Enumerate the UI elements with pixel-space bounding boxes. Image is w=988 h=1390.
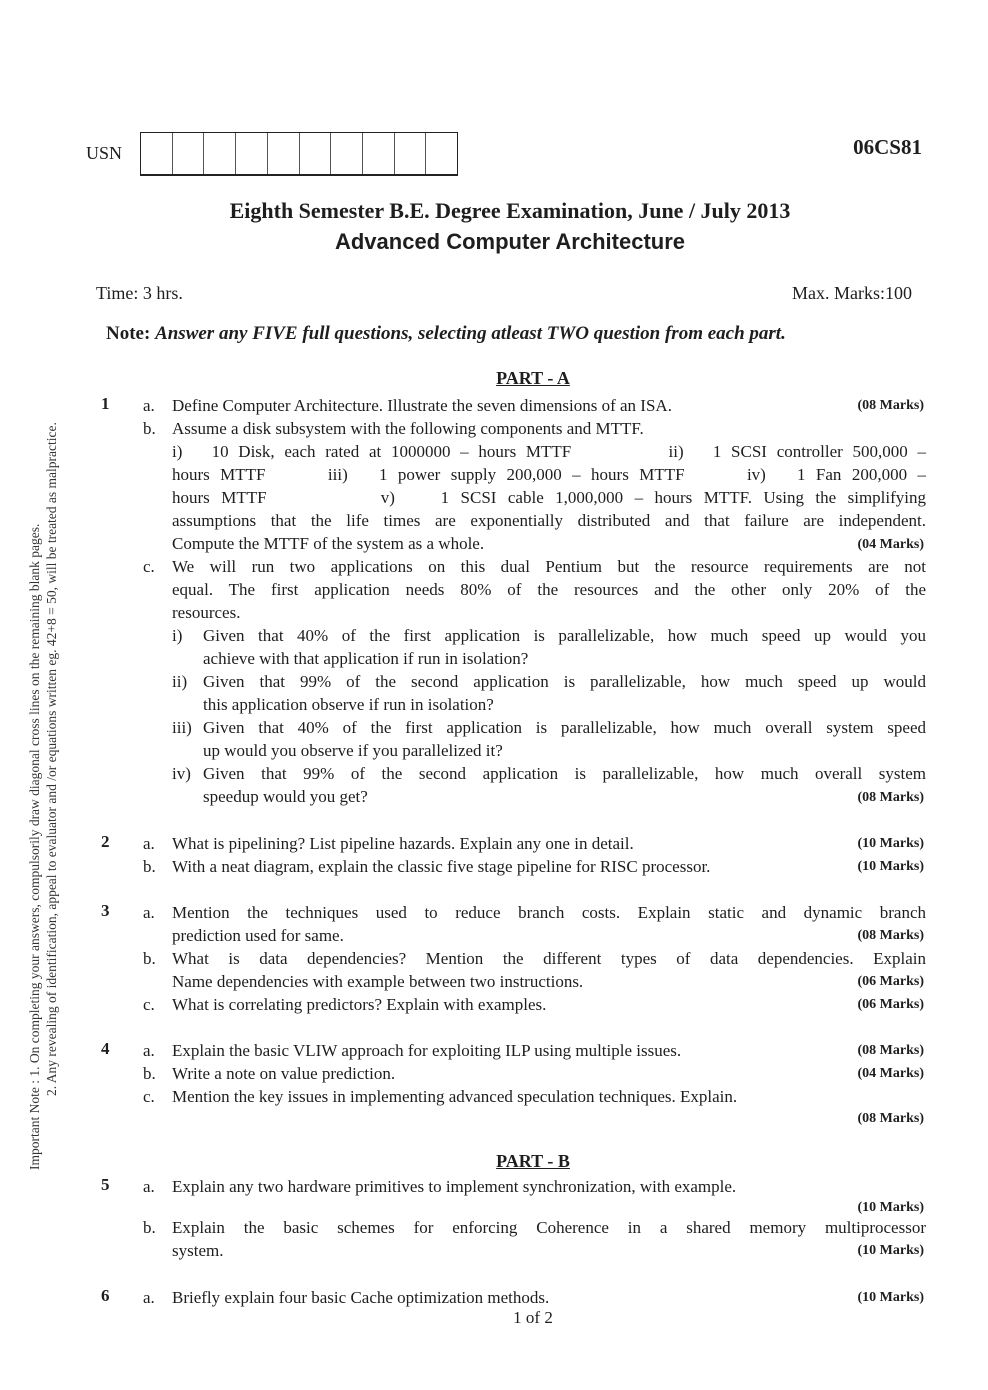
usn-box[interactable]: [140, 132, 458, 176]
usn-cell[interactable]: [204, 133, 236, 174]
subq-label: a.: [143, 1288, 155, 1307]
usn-cell[interactable]: [426, 133, 457, 174]
marks: (10 Marks): [857, 1200, 924, 1215]
usn-cell[interactable]: [141, 133, 173, 174]
exam-title: Eighth Semester B.E. Degree Examination, June / July 2013: [229, 198, 791, 223]
subq-label: c.: [143, 557, 155, 576]
page-number: 1 of 2: [513, 1308, 553, 1327]
question-number: 6: [101, 1286, 110, 1305]
question-text: We will run two applications on this dual Pentium but the resource requirements are not equal. The first application needs 80% of the resources and the other only 20% of the resources.: [172, 557, 926, 622]
marks: (08 Marks): [857, 928, 924, 943]
subq-label: b.: [143, 857, 156, 876]
question-text: Mention the techniques used to reduce branch costs. Explain static and dynamic branch prediction used for same.: [172, 903, 926, 945]
question-text: Explain the basic VLIW approach for exploiting ILP using multiple issues.: [172, 1041, 682, 1060]
marks: (10 Marks): [857, 859, 924, 874]
exam-duration: Time: 3 hrs.: [96, 283, 183, 303]
note-label: Note:: [106, 323, 151, 344]
marks: (08 Marks): [857, 1111, 924, 1126]
question-text: Explain the basic schemes for enforcing Coherence in a shared memory multiprocessor system.: [172, 1218, 926, 1260]
marks: (08 Marks): [857, 398, 924, 413]
subq-label: a.: [143, 1177, 155, 1196]
marks: (04 Marks): [857, 1066, 924, 1081]
question-text: What is pipelining? List pipeline hazards. Explain any one in detail.: [172, 834, 634, 853]
subq-label: b.: [143, 949, 156, 968]
question-text: What is correlating predictors? Explain with examples.: [172, 995, 547, 1014]
side-note-line-2: 2. Any revealing of identification, appeal to evaluator and /or equations written eg. 42+8 = 50, will be treated as malpractice.: [44, 422, 59, 1096]
subq-label: b.: [143, 419, 156, 438]
marks: (04 Marks): [857, 537, 924, 552]
marks: (10 Marks): [857, 836, 924, 851]
subq-label: a.: [143, 834, 155, 853]
question-text: Define Computer Architecture. Illustrate the seven dimensions of an ISA.: [172, 396, 672, 415]
question-number: 5: [101, 1175, 110, 1194]
usn-cell[interactable]: [300, 133, 332, 174]
subq-label: a.: [143, 1041, 155, 1060]
subject-title: Advanced Computer Architecture: [334, 229, 686, 254]
marks: (10 Marks): [857, 1290, 924, 1305]
usn-cell[interactable]: [173, 133, 205, 174]
marks: (10 Marks): [857, 1243, 924, 1258]
marks: (06 Marks): [857, 997, 924, 1012]
usn-cell[interactable]: [236, 133, 268, 174]
question-number: 4: [101, 1039, 110, 1058]
subq-label: b.: [143, 1064, 156, 1083]
question-text: Explain any two hardware primitives to implement synchronization, with example.: [172, 1177, 737, 1196]
subq-label: a.: [143, 903, 155, 922]
question-number: 3: [101, 901, 110, 920]
question-text: Mention the key issues in implementing advanced speculation techniques. Explain.: [172, 1087, 738, 1106]
question-text: With a neat diagram, explain the classic five stage pipeline for RISC processor.: [172, 857, 711, 876]
marks: (08 Marks): [857, 790, 924, 805]
subq-label: a.: [143, 396, 155, 415]
instructions-note: [106, 323, 786, 345]
course-code: 06CS81: [853, 135, 922, 159]
usn-label: USN: [86, 143, 123, 163]
subq-label: c.: [143, 1087, 155, 1106]
subitem-list: i) Given that 40% of the first application is parallelizable, how much speed up would you achieve with that application if run in isolation? ii) Given that 99% of the second application is parallelizable, how much speed up would this application observe if run in isolation? iii) Given that 40% of the first application is parallelizable, how much overall system speed up would you observe if you parallelized it? iv) Given that 99% of the second application is parallelizable, how much overall system speedup would you get?: [172, 626, 926, 806]
question-text: Assume a disk subsystem with the following components and MTTF. i) 10 Disk, each rated at 1000000 – hours MTTF ii) 1 SCSI controller 500,000 – hours MTTF iii) 1 power supply 200,000 – hours MTTF iv) 1 Fan 200,000 – hours MTTF v) 1 SCSI cable 1,000,000 – hours MTTF. Using the simplifying assumptions that the life times are exponentially distributed and that failure are independent. Compute the MTTF of the system as a whole.: [172, 419, 926, 553]
usn-cell[interactable]: [395, 133, 427, 174]
subq-label: b.: [143, 1218, 156, 1237]
part-b-heading: PART - B: [496, 1151, 570, 1171]
usn-cell[interactable]: [331, 133, 363, 174]
question-number: 2: [101, 832, 110, 851]
usn-cell[interactable]: [268, 133, 300, 174]
question-text: Briefly explain four basic Cache optimization methods.: [172, 1288, 550, 1307]
marks: (06 Marks): [857, 974, 924, 989]
side-note-line-1: Important Note : 1. On completing your answers, compulsorily draw diagonal cross lines on the remaining blank pages.: [27, 523, 42, 1170]
part-a-heading: PART - A: [496, 368, 570, 388]
question-number: 1: [101, 394, 110, 413]
question-text: What is data dependencies? Mention the different types of data dependencies. Explain Name dependencies with example between two instructions.: [172, 949, 926, 991]
note-text: Answer any FIVE full questions, selecting atleast TWO question from each part.: [155, 323, 786, 344]
usn-cell[interactable]: [363, 133, 395, 174]
question-text: Write a note on value prediction.: [172, 1064, 396, 1083]
subq-label: c.: [143, 995, 155, 1014]
max-marks: Max. Marks:100: [792, 283, 912, 303]
marks: (08 Marks): [857, 1043, 924, 1058]
